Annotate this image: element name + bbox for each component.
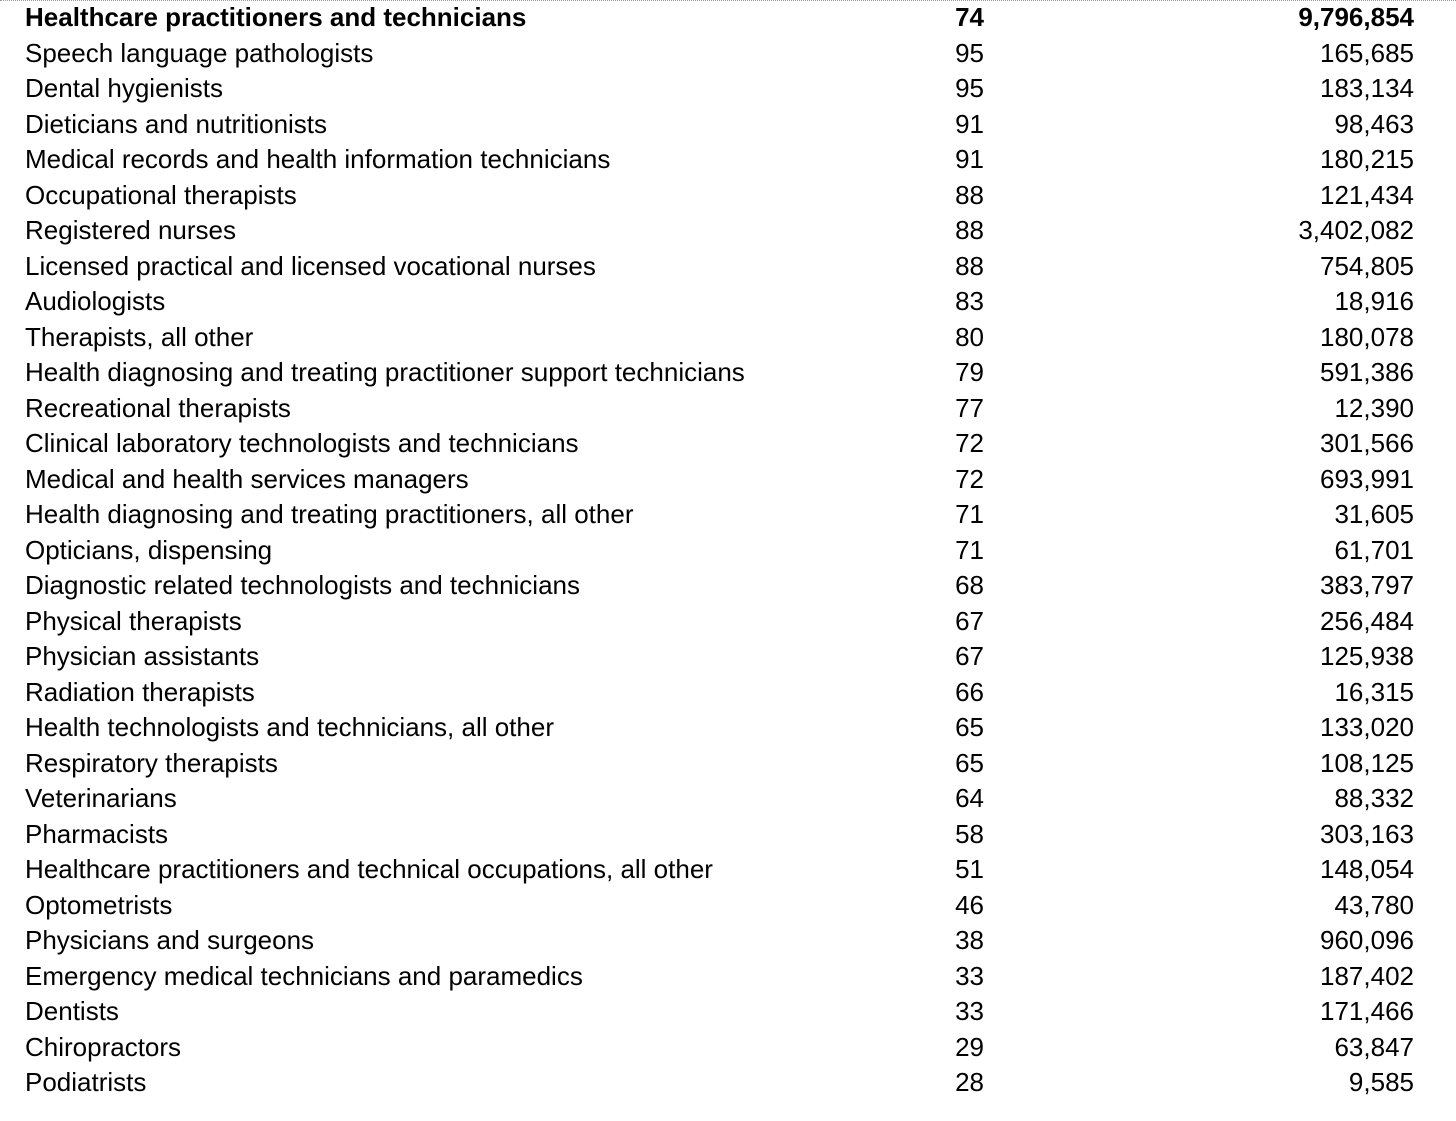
total-cell: 9,796,854 <box>1298 2 1414 32</box>
total-cell: 693,991 <box>1320 463 1414 494</box>
occupation-cell: Physical therapists <box>25 605 242 636</box>
share-cell: 28 <box>955 1067 984 1097</box>
occupation-cell: Dieticians and nutritionists <box>25 108 328 139</box>
total-cell: 591,386 <box>1320 357 1414 387</box>
share-cell: 64 <box>955 783 984 813</box>
table-row <box>0 391 1456 427</box>
share-cell: 65 <box>955 712 984 742</box>
table-row <box>0 284 1456 320</box>
occupation-cell: Medical and health services managers <box>25 463 469 494</box>
table-row <box>0 355 1456 391</box>
total-cell: 171,466 <box>1320 996 1414 1026</box>
table-row <box>0 746 1456 782</box>
table-row <box>0 1030 1456 1066</box>
occupation-cell: Radiation therapists <box>25 676 255 707</box>
occupation-cell: Veterinarians <box>25 783 177 813</box>
occupation-cell: Optometrists <box>25 889 173 920</box>
table-row <box>0 888 1456 924</box>
total-cell: 31,605 <box>1334 499 1414 529</box>
table-row <box>0 675 1456 711</box>
total-cell: 165,685 <box>1320 37 1414 68</box>
table-row <box>0 142 1456 178</box>
share-cell: 29 <box>955 1031 984 1062</box>
occupation-cell: Podiatrists <box>25 1067 147 1097</box>
share-cell: 71 <box>955 499 984 529</box>
occupation-cell: Health technologists and technicians, all other <box>25 712 554 742</box>
share-cell: 58 <box>955 818 984 849</box>
share-cell: 72 <box>955 428 984 458</box>
total-cell: 63,847 <box>1334 1031 1414 1062</box>
table-header-row <box>0 0 1456 36</box>
table-row <box>0 710 1456 746</box>
share-cell: 95 <box>955 73 984 103</box>
share-cell: 68 <box>955 570 984 600</box>
table-row <box>0 923 1456 959</box>
occupation-cell: Occupational therapists <box>25 179 297 210</box>
share-cell: 83 <box>955 286 984 316</box>
occupation-cell: Medical records and health information technicians <box>25 144 611 174</box>
table-row <box>0 1065 1456 1101</box>
share-cell: 46 <box>955 889 984 920</box>
share-cell: 79 <box>955 357 984 387</box>
share-cell: 91 <box>955 108 984 139</box>
share-cell: 74 <box>955 2 984 32</box>
table-row <box>0 533 1456 569</box>
table-row <box>0 497 1456 533</box>
share-cell: 66 <box>955 676 984 707</box>
occupation-cell: Emergency medical technicians and paramedics <box>25 960 583 991</box>
table-row <box>0 71 1456 107</box>
table-row <box>0 320 1456 356</box>
occupation-cell: Respiratory therapists <box>25 747 278 778</box>
total-cell: 301,566 <box>1320 428 1414 458</box>
total-cell: 43,780 <box>1334 889 1414 920</box>
occupation-cell: Dental hygienists <box>25 73 223 103</box>
occupation-cell: Pharmacists <box>25 818 169 849</box>
total-cell: 960,096 <box>1320 925 1414 955</box>
occupation-cell: Physician assistants <box>25 641 260 671</box>
share-cell: 67 <box>955 605 984 636</box>
total-cell: 61,701 <box>1334 534 1414 565</box>
share-cell: 77 <box>955 392 984 423</box>
total-cell: 125,938 <box>1320 641 1414 671</box>
total-cell: 187,402 <box>1320 960 1414 991</box>
total-cell: 256,484 <box>1320 605 1414 636</box>
occupation-cell: Chiropractors <box>25 1031 182 1062</box>
table-row <box>0 959 1456 995</box>
total-cell: 754,805 <box>1320 250 1414 281</box>
share-cell: 67 <box>955 641 984 671</box>
share-cell: 51 <box>955 854 984 884</box>
table-row <box>0 213 1456 249</box>
share-cell: 88 <box>955 179 984 210</box>
occupation-cell: Dentists <box>25 996 119 1026</box>
share-cell: 91 <box>955 144 984 174</box>
table-row <box>0 604 1456 640</box>
total-cell: 88,332 <box>1334 783 1414 813</box>
total-cell: 9,585 <box>1348 1067 1414 1097</box>
table-row <box>0 36 1456 72</box>
share-cell: 38 <box>955 925 984 955</box>
occupation-cell: Health diagnosing and treating practitioner support technicians <box>25 357 745 387</box>
share-cell: 72 <box>955 463 984 494</box>
total-cell: 148,054 <box>1320 854 1414 884</box>
occupation-cell: Registered nurses <box>25 215 236 245</box>
total-cell: 98,463 <box>1334 108 1414 139</box>
total-cell: 16,315 <box>1334 676 1414 707</box>
total-cell: 180,215 <box>1320 144 1414 174</box>
total-cell: 133,020 <box>1320 712 1414 742</box>
total-cell: 383,797 <box>1320 570 1414 600</box>
share-cell: 95 <box>955 37 984 68</box>
occupation-cell: Opticians, dispensing <box>25 534 273 565</box>
total-cell: 108,125 <box>1320 747 1414 778</box>
share-cell: 71 <box>955 534 984 565</box>
total-cell: 180,078 <box>1320 321 1414 352</box>
share-cell: 65 <box>955 747 984 778</box>
occupation-cell: Audiologists <box>25 286 166 316</box>
table-row <box>0 994 1456 1030</box>
table-row <box>0 462 1456 498</box>
table-row <box>0 107 1456 143</box>
occupation-cell: Healthcare practitioners and technical occupations, all other <box>25 854 713 884</box>
total-cell: 18,916 <box>1334 286 1414 316</box>
total-cell: 183,134 <box>1320 73 1414 103</box>
occupation-cell: Licensed practical and licensed vocational nurses <box>25 250 596 281</box>
share-cell: 33 <box>955 996 984 1026</box>
table-row <box>0 178 1456 214</box>
occupation-cell: Clinical laboratory technologists and technicians <box>25 428 579 458</box>
total-cell: 3,402,082 <box>1298 215 1414 245</box>
occupation-cell: Recreational therapists <box>25 392 291 423</box>
table-row <box>0 817 1456 853</box>
total-cell: 303,163 <box>1320 818 1414 849</box>
occupation-cell: Speech language pathologists <box>25 37 374 68</box>
occupation-cell: Health diagnosing and treating practitioners, all other <box>25 499 634 529</box>
total-cell: 121,434 <box>1320 179 1414 210</box>
total-cell: 12,390 <box>1334 392 1414 423</box>
table-row <box>0 426 1456 462</box>
table-row <box>0 852 1456 888</box>
occupation-cell: Physicians and surgeons <box>25 925 315 955</box>
occupation-cell: Diagnostic related technologists and technicians <box>25 570 581 600</box>
table-body <box>0 36 1456 1101</box>
occupation-cell: Therapists, all other <box>25 321 254 352</box>
table-row <box>0 568 1456 604</box>
table-row <box>0 781 1456 817</box>
table-row <box>0 249 1456 285</box>
occupation-cell: Healthcare practitioners and technicians <box>25 2 527 32</box>
table-row <box>0 639 1456 675</box>
share-cell: 33 <box>955 960 984 991</box>
share-cell: 88 <box>955 215 984 245</box>
share-cell: 88 <box>955 250 984 281</box>
share-cell: 80 <box>955 321 984 352</box>
